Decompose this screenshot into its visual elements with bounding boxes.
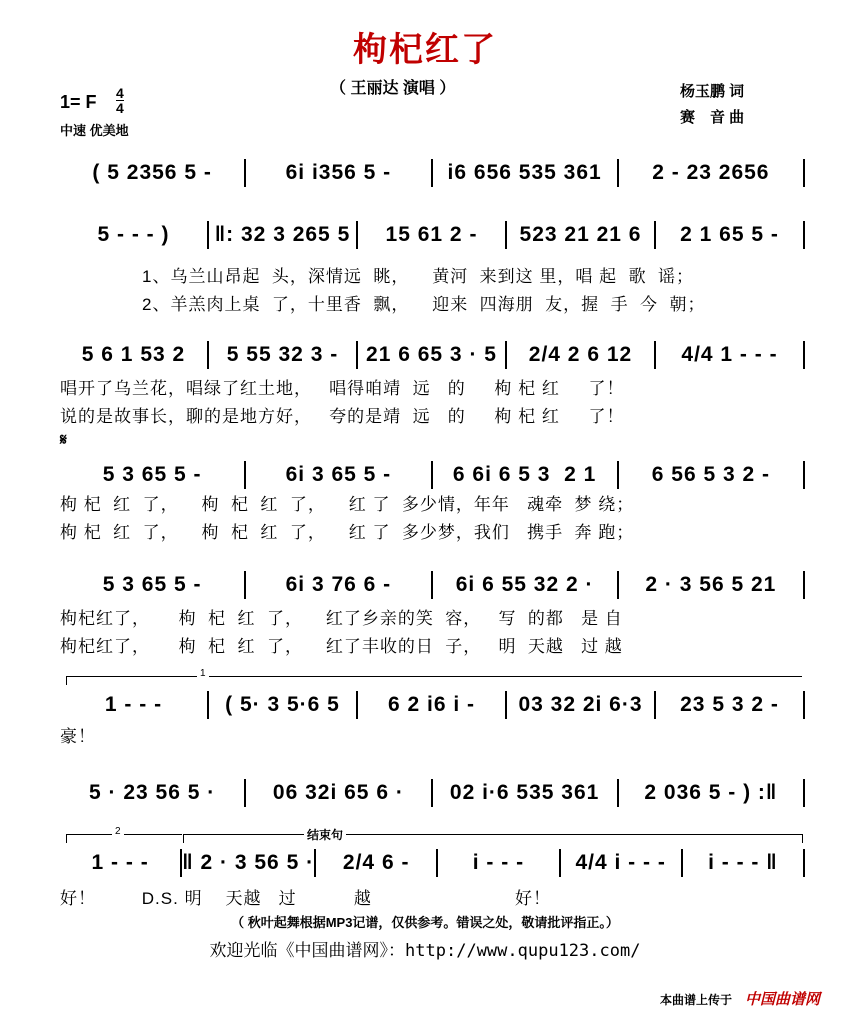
composer: 赛 音 曲 (680, 109, 745, 126)
measure: 2 036 5 - ) :‖ (644, 781, 778, 804)
measure: 4/4 i - - - (575, 851, 666, 874)
measure: 1 - - - (91, 851, 149, 874)
bar-line (803, 221, 805, 249)
measure: 4/4 1 - - - (681, 343, 778, 366)
song-title: 枸杞红了 (353, 31, 497, 69)
ending-bracket (183, 828, 803, 843)
measure: 5 55 32 3 - (226, 343, 339, 366)
lyric-line: 枸 杞 红 了， 枸 杞 红 了， 红 了 多少梦，我们 携手 奔 跑； (60, 523, 635, 542)
staff-row (60, 460, 805, 490)
measure: i - - - (472, 851, 525, 874)
staff-row (60, 570, 805, 600)
measure: 523 21 21 6 (519, 223, 642, 246)
measure: 6 56 5 3 2 - (651, 463, 770, 486)
measure: 2 · 3 56 5 21 (645, 573, 777, 596)
bar-line (803, 461, 805, 489)
measure: i - - - ‖ (708, 851, 778, 874)
lyricist: 杨玉鹏 词 (680, 83, 745, 100)
volta-number: 1 (197, 668, 209, 679)
measure: 21 6 65 3 · 5 (366, 343, 497, 366)
lyric-line: 2、羊羔肉上桌 了，十里香 飘， 迎来 四海朋 友，握 手 今 朝； (142, 295, 706, 314)
measure: 2/4 2 6 12 (528, 343, 633, 366)
staff-row (60, 778, 805, 808)
bar-line (803, 341, 805, 369)
lyric-line: 枸杞红了， 枸 杞 红 了， 红了丰收的日 子， 明 天越 过 越 (60, 637, 623, 656)
lyric-line: 豪！ (60, 727, 96, 746)
lyric-line: 枸 杞 红 了， 枸 杞 红 了， 红 了 多少情，年年 魂牵 梦 绕； (60, 495, 635, 514)
lyric-line: 唱开了乌兰花，唱绿了红土地， 唱得咱靖 远 的 枸 杞 红 了！ (60, 379, 625, 398)
bar-line (803, 779, 805, 807)
measure: 6i 6 55 32 2 · (455, 573, 594, 596)
measure: ( 5 2356 5 - (92, 161, 212, 184)
transcriber-note: （ 秋叶起舞根据MP3记谱，仅供参考。错误之处，敬请批评指正。） (231, 915, 619, 930)
site-logo: 中国曲谱网 (745, 991, 821, 1008)
bar-line (803, 571, 805, 599)
measure: 5 - - - ) (97, 223, 170, 246)
measure: 2/4 6 - (342, 851, 410, 874)
measure: 5 · 23 56 5 · (89, 781, 216, 804)
lyric-line: 好！ D.S. 明 天越 过 越 好！ (60, 889, 551, 908)
singer: （ 王丽达 演唱 ） (330, 80, 456, 97)
measure: 2 1 65 5 - (680, 223, 779, 246)
measure: 06 32i 65 6 · (272, 781, 404, 804)
volta-bracket (66, 668, 802, 685)
staff-row (60, 848, 805, 878)
lyric-line: 枸杞红了， 枸 杞 红 了， 红了乡亲的笑 容， 写 的都 是 自 (60, 609, 623, 628)
time-signature (116, 86, 124, 115)
bar-line (803, 691, 805, 719)
measure: ‖: 32 3 265 5 (214, 223, 351, 246)
measure: ‖ 2 · 3 56 5 · (182, 851, 315, 874)
measure: ( 5· 3 5·6 5 (225, 693, 340, 716)
tempo-marking: 中速 优美地 (60, 123, 129, 138)
lyric-line: 说的是故事长，聊的是地方好， 夸的是靖 远 的 枸 杞 红 了！ (60, 407, 625, 426)
segno-icon: 𝄋 (60, 432, 67, 449)
lyric-line: 1、乌兰山昂起 头，深情远 眺， 黄河 来到这 里，唱 起 歌 谣； (142, 267, 695, 286)
measure: 6i 3 65 5 - (285, 463, 392, 486)
measure: 6i i356 5 - (285, 161, 392, 184)
measure: 03 32 2i 6·3 (518, 693, 643, 716)
measure: 5 3 65 5 - (102, 463, 202, 486)
measure: 15 61 2 - (385, 223, 478, 246)
measure: 1 - - - (104, 693, 163, 716)
ending-label: 结束句 (304, 826, 346, 843)
measure: 6 6i 6 5 3 2 1 (452, 463, 597, 486)
staff-row (60, 690, 805, 720)
measure: 2 - 23 2656 (652, 161, 770, 184)
measure: 6 2 i6 i - (387, 693, 476, 716)
key-signature: 1= F (60, 92, 97, 112)
time-sig-top: 4 (116, 85, 124, 101)
bar-line (803, 849, 805, 877)
staff-row (60, 340, 805, 370)
welcome-link[interactable]: 欢迎光临《中国曲谱网》：http://www.qupu123.com/ (209, 941, 641, 961)
measure: 5 3 65 5 - (102, 573, 202, 596)
staff-row (60, 158, 805, 188)
staff-row (60, 220, 805, 250)
bar-line (803, 159, 805, 187)
measure: 6i 3 76 6 - (285, 573, 392, 596)
volta-number: 2 (112, 826, 124, 837)
measure: i6 656 535 361 (447, 161, 602, 184)
measure: 02 i·6 535 361 (449, 781, 600, 804)
measure: 23 5 3 2 - (680, 693, 779, 716)
volta-bracket (66, 826, 182, 843)
measure: 5 6 1 53 2 (81, 343, 186, 366)
upload-text: 本曲谱上传于 (660, 993, 733, 1007)
time-sig-bottom: 4 (116, 100, 124, 116)
